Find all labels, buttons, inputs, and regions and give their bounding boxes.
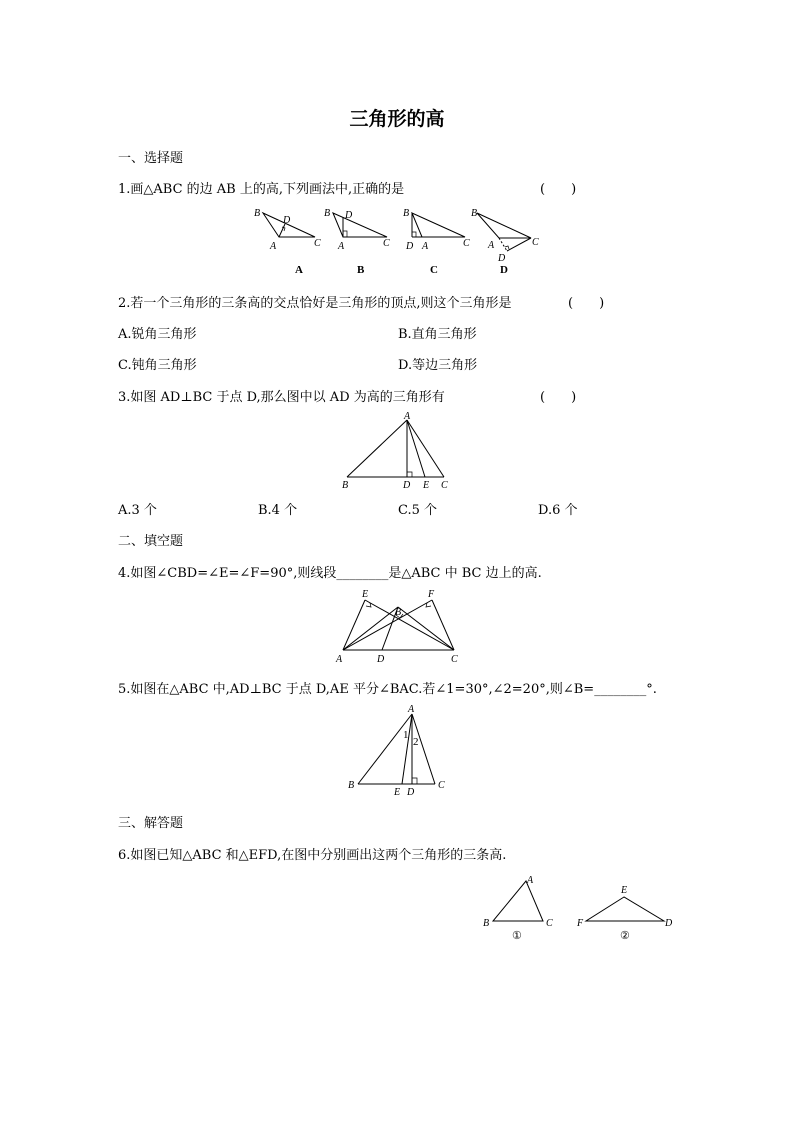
question-4-text: 4.如图∠CBD=∠E=∠F=90°,则线段________是△ABC 中 BC 边上的高. — [118, 566, 542, 581]
q3-label-c: C — [441, 480, 448, 491]
q5-label-angle-2: 2 — [413, 736, 419, 748]
q1-d-label-c: C — [532, 237, 539, 248]
q1-b-label-b: B — [324, 208, 331, 219]
q6-fig2-label-e: E — [621, 885, 628, 896]
question-3-option-b: B.4 个 — [258, 503, 298, 518]
section-heading-choice: 一、选择题 — [118, 151, 184, 166]
q1-c-label-d: D — [406, 241, 414, 252]
q6-figure-1-lines — [493, 881, 543, 921]
q3-label-e: E — [423, 480, 430, 491]
q1-d-caption: D — [500, 264, 508, 276]
q6-figure-2-lines — [586, 897, 664, 921]
q6-fig1-label-a: A — [527, 875, 534, 886]
q5-label-e: E — [394, 787, 401, 798]
q3-label-d: D — [403, 480, 411, 491]
section-heading-fill: 二、填空题 — [118, 534, 184, 549]
q5-label-b: B — [348, 780, 355, 791]
question-1-figures — [240, 200, 560, 280]
q6-fig2-label-f: F — [577, 918, 584, 929]
q5-label-a: A — [408, 704, 415, 715]
q1-b-caption: B — [357, 264, 365, 276]
q6-fig2-label-d: D — [665, 918, 673, 929]
question-1-answer-paren: ( ) — [540, 182, 577, 197]
q1-d-label-a: A — [488, 240, 495, 251]
q4-label-c: C — [451, 654, 458, 665]
question-3-figure — [330, 408, 460, 493]
q1-a-label-a: A — [270, 241, 277, 252]
q1-figure-d — [477, 213, 531, 251]
question-2-option-d: D.等边三角形 — [398, 358, 478, 373]
q6-fig1-label-b: B — [483, 918, 490, 929]
q6-fig1-label-c: C — [546, 918, 553, 929]
q4-label-a: A — [336, 654, 343, 665]
q6-fig1-caption: ① — [512, 930, 522, 942]
question-2-answer-paren: ( ) — [568, 296, 605, 311]
q1-b-label-c: C — [383, 238, 390, 249]
q1-b-label-d: D — [345, 210, 353, 221]
question-3-option-a: A.3 个 — [118, 503, 157, 518]
q1-a-label-b: B — [254, 208, 261, 219]
question-4-figure — [330, 585, 470, 667]
q1-figure-c — [412, 213, 465, 237]
q1-b-label-a: A — [338, 241, 345, 252]
q1-a-caption: A — [295, 264, 303, 276]
q1-d-label-b: B — [471, 208, 478, 219]
question-2-option-a: A.锐角三角形 — [118, 327, 197, 342]
q5-label-d: D — [407, 787, 415, 798]
q5-triangle-lines — [358, 714, 435, 784]
q3-label-a: A — [404, 411, 411, 422]
question-6-figures — [478, 868, 683, 950]
q6-fig2-caption: ② — [620, 930, 630, 942]
q1-a-label-d: D — [283, 215, 291, 226]
q3-triangle-lines — [347, 420, 444, 477]
section-heading-solve: 三、解答题 — [118, 816, 184, 831]
q4-label-d: D — [377, 654, 385, 665]
question-6-text: 6.如图已知△ABC 和△EFD,在图中分别画出这两个三角形的三条高. — [118, 848, 507, 863]
q4-label-b: B — [395, 607, 402, 618]
question-3-option-c: C.5 个 — [398, 503, 438, 518]
q1-c-label-c: C — [463, 238, 470, 249]
question-3-option-d: D.6 个 — [538, 503, 578, 518]
question-2-text: 2.若一个三角形的三条高的交点恰好是三角形的顶点,则这个三角形是 — [118, 296, 512, 311]
q5-label-c: C — [438, 780, 445, 791]
q1-a-label-c: C — [314, 238, 321, 249]
q4-label-e: E — [362, 589, 369, 600]
question-2-option-b: B.直角三角形 — [398, 327, 477, 342]
question-5-figure — [340, 700, 460, 800]
q1-c-label-b: B — [403, 208, 410, 219]
q5-label-angle-1: 1 — [403, 729, 409, 741]
question-5-text: 5.如图在△ABC 中,AD⊥BC 于点 D,AE 平分∠BAC.若∠1=30°,∠2=20°,则∠B=________°. — [118, 682, 657, 697]
q3-label-b: B — [342, 480, 349, 491]
q1-d-label-d: D — [498, 253, 506, 264]
q4-label-f: F — [428, 589, 435, 600]
question-3-answer-paren: ( ) — [540, 390, 577, 405]
q1-c-label-a: A — [422, 241, 429, 252]
question-1-text: 1.画△ABC 的边 AB 上的高,下列画法中,正确的是 — [118, 182, 405, 197]
q1-c-caption: C — [430, 264, 438, 276]
question-2-option-c: C.钝角三角形 — [118, 358, 197, 373]
q1-figure-b — [333, 213, 387, 237]
question-3-text: 3.如图 AD⊥BC 于点 D,那么图中以 AD 为高的三角形有 — [118, 390, 445, 405]
page-title: 三角形的高 — [349, 108, 445, 130]
